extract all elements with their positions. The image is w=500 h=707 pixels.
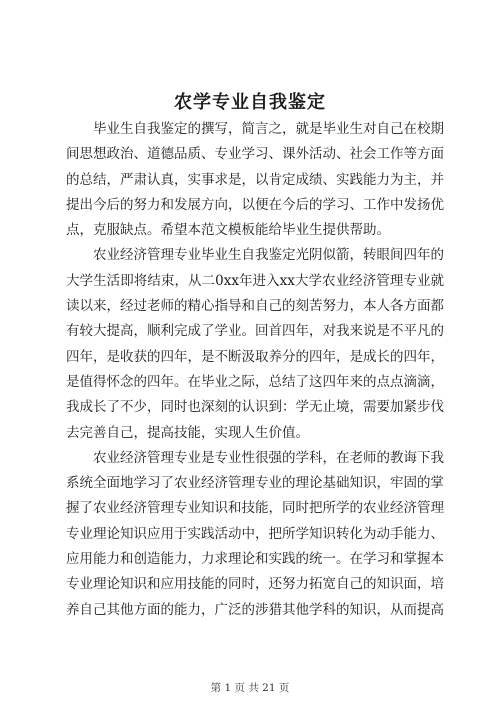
paragraph-major-study: 农业经济管理专业是专业性很强的学科，在老师的教诲下我系统全面地学习了农业经济管理专业的理论基础知识，牢固的掌握了农业经济管理专业知识和技能，同时把所学的农业经济管理专业理论知识应用于实践活动中，把所学知识转化为动手能力、应用能力和创造能力，力求理论和实践的统一。在学习和掌握本专业理论知识和应用技能的同时，还努力拓宽自己的知识面，培养自己其他方面的能力，广泛的涉猎其他学科的知识，从而提高 [66, 449, 444, 618]
paragraph-intro: 毕业生自我鉴定的撰写，简言之，就是毕业生对自己在校期间思想政治、道德品质、专业学习、课外活动、社会工作等方面的总结，严肃认真，实事求是，以肯定成绩、实践能力为主，并提出今后的努力和发展方向，以便在今后的学习、工作中发扬优点，克服缺点。希望本范文模板能给毕业生提供帮助。 [66, 121, 444, 239]
page-number-footer: 第 1 页 共 21 页 [210, 682, 290, 694]
document-title: 农学专业自我鉴定 [174, 92, 326, 113]
paragraph-self-assessment: 农业经济管理专业毕业生自我鉴定光阴似箭，转眼间四年的大学生活即将结束，从二0xx年进入xx大学农业经济管理专业就读以来，经过老师的精心指导和自己的刻苦努力，本人各方面都有较大提高，顺利完成了学业。回首四年，对我来说是不平凡的四年，是收获的四年，是不断汲取养分的四年，是成长的四年，是值得怀念的四年。在毕业之际，总结了这四年来的点点滴滴，我成长了不少，同时也深刻的认识到：学无止境，需要加紧步伐去完善自己，提高技能，实现人生价值。 [66, 247, 444, 441]
document-body [66, 117, 444, 623]
